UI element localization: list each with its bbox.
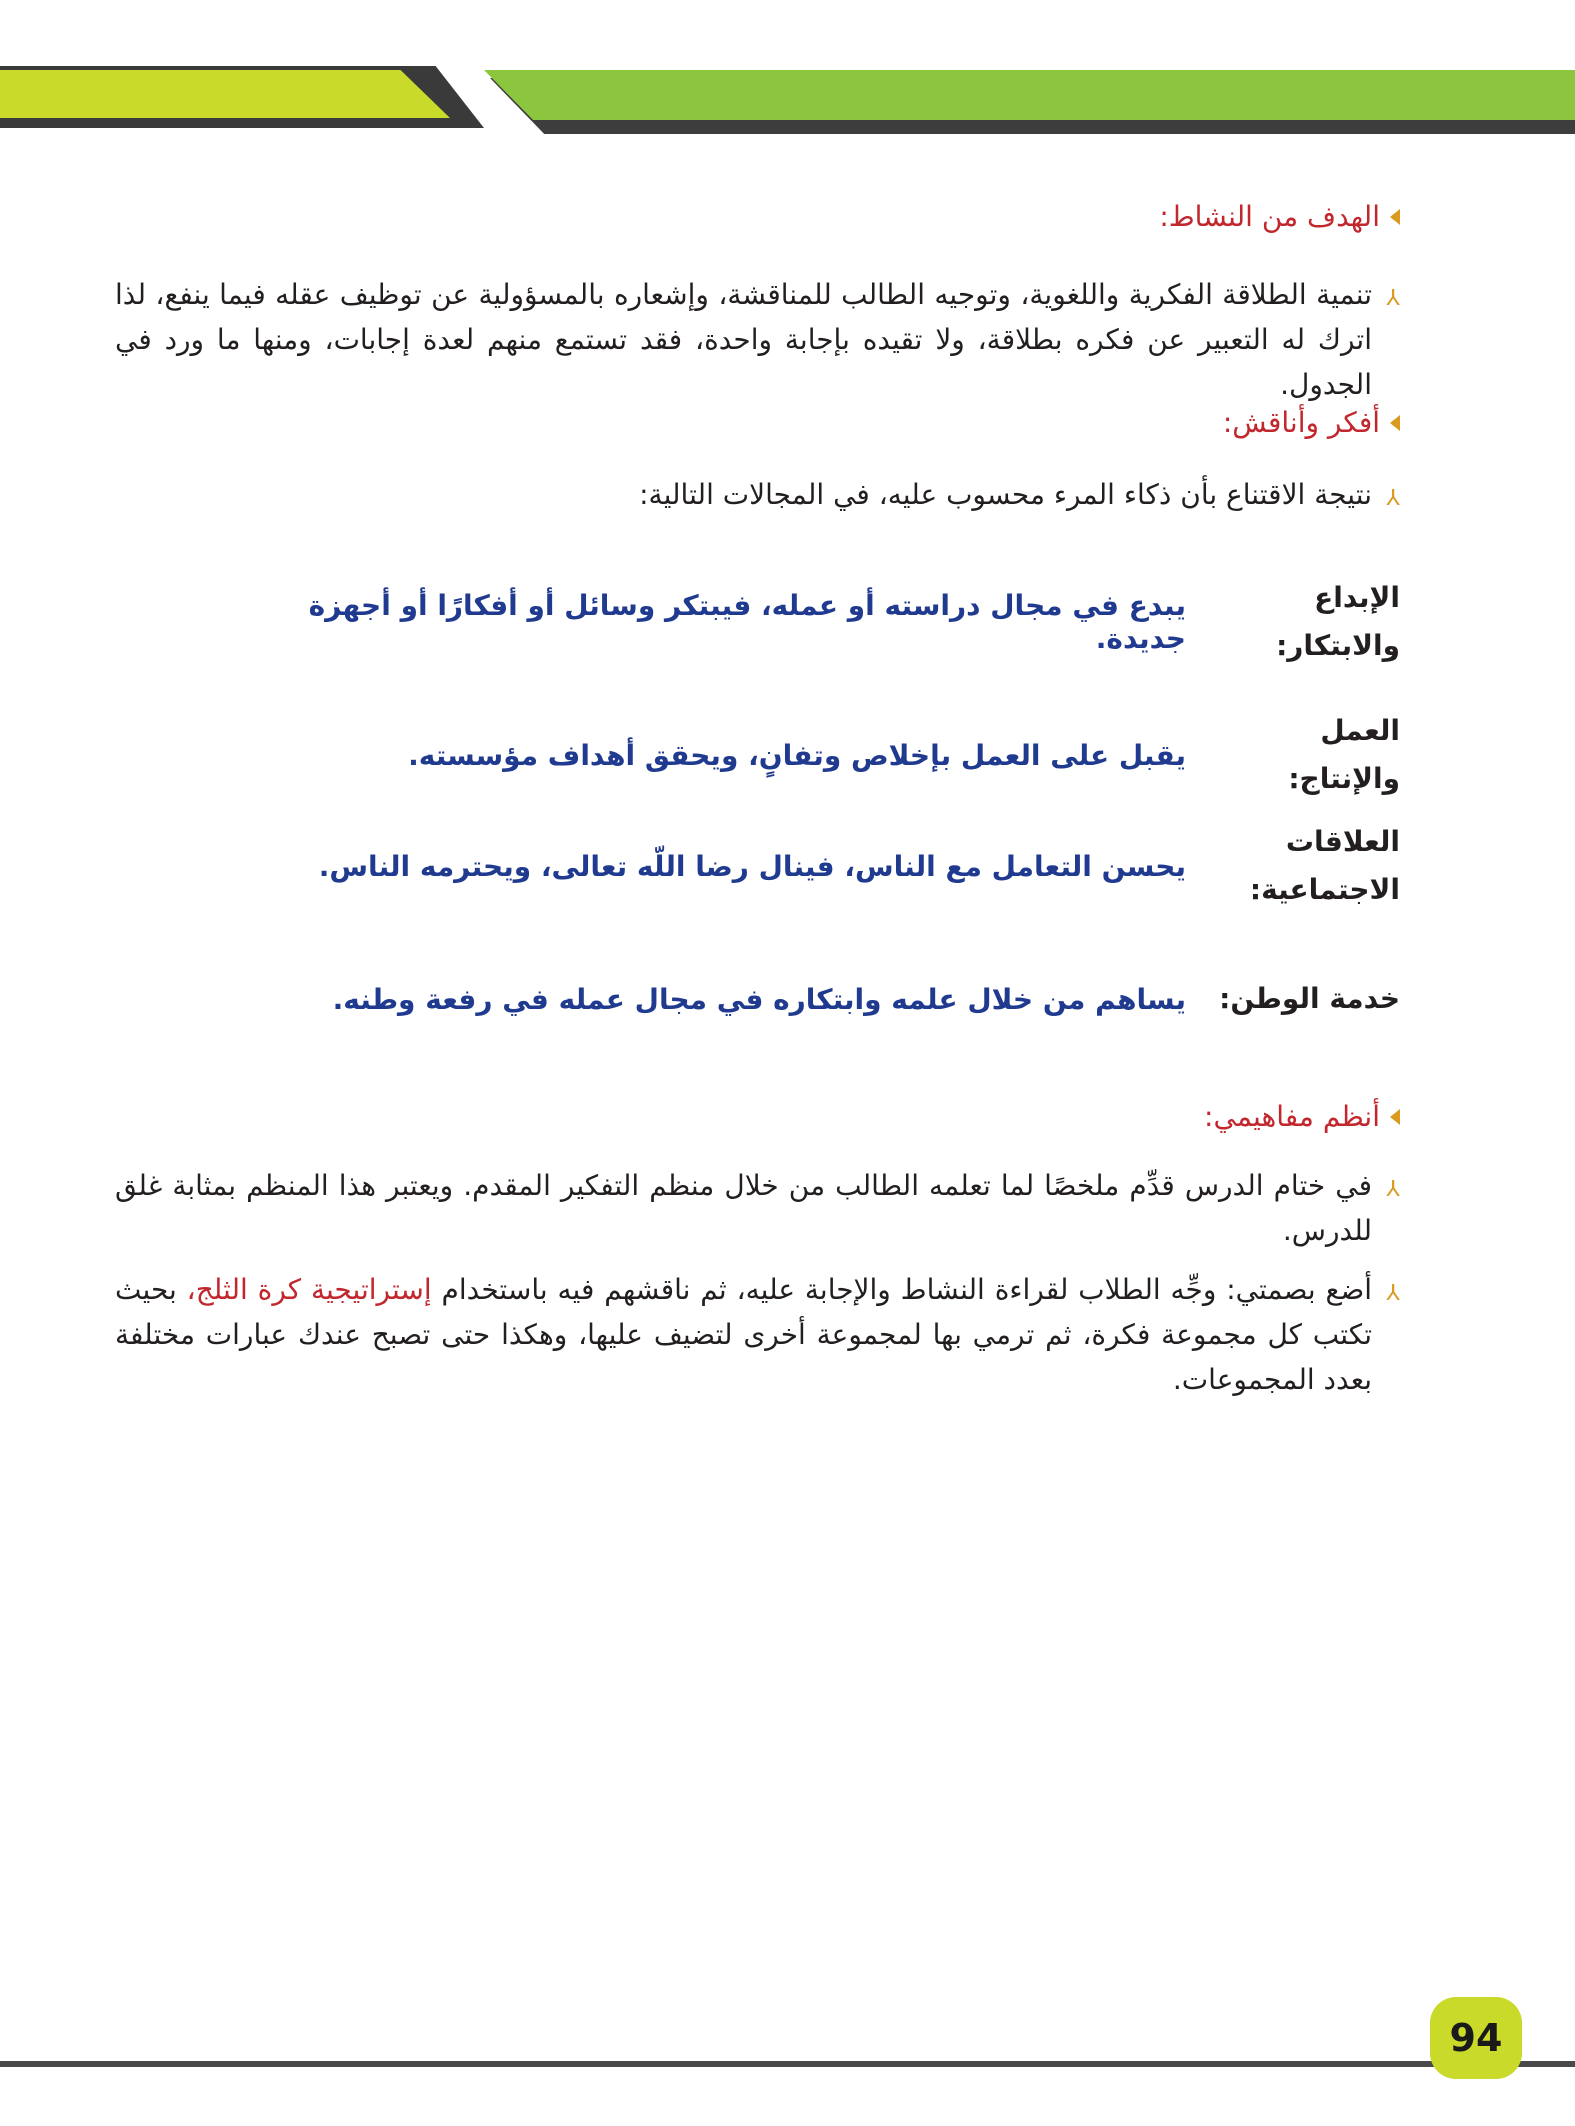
bullet-arrow-icon: ⅄ (1386, 1281, 1400, 1306)
row-answer: يساهم من خلال علمه وابتكاره في مجال عمله في رفعة وطنه. (332, 982, 1186, 1016)
footer-line (0, 2061, 1575, 2067)
bullet-arrow-icon: ⅄ (1386, 1177, 1400, 1202)
section-organize-body (115, 1163, 1400, 1402)
organize-paragraph-2: ⅄ أضع بصمتي: وجِّه الطلاب لقراءة النشاط والإجابة عليه، ثم ناقشهم فيه باستخدام إستراتيجية كرة الثلج، بحيث تكتب كل مجموعة فكرة، ثم ترمي بها لمجموعة أخرى لتضيف عليها، وهكذا حتى تصبح عندك عبارات مختلفة بعدد المجموعات. (115, 1273, 1400, 1396)
section-think (115, 406, 1400, 439)
row-answer: يقبل على العمل بإخلاص وتفانٍ، ويحقق أهداف مؤسسته. (408, 738, 1186, 772)
section-organize (115, 1100, 1400, 1133)
table-row (280, 574, 1400, 670)
row-label: خدمة الوطن: (1219, 982, 1400, 1015)
row-label: الإبداع والابتكار: (1276, 581, 1400, 662)
header-bar-green (484, 70, 1575, 120)
section-goal-body (115, 272, 1400, 407)
bullet-arrow-icon: ⅄ (1386, 486, 1400, 511)
triangle-marker-icon (1390, 1109, 1400, 1125)
strategy-highlight: إستراتيجية كرة الثلج، (186, 1273, 432, 1306)
organize-paragraph-1: ⅄ في ختام الدرس قدِّم ملخصًا لما تعلمه الطالب من خلال منظم التفكير المقدم. ويعتبر هذا المنظم بمثابة غلق للدرس. (115, 1169, 1400, 1247)
header-bar-lime (0, 70, 450, 118)
section-goal (115, 200, 1400, 233)
section-organize-heading: أنظم مفاهيمي: (115, 1100, 1400, 1133)
row-answer: يبدع في مجال دراسته أو عمله، فيبتكر وسائل أو أفكارًا أو أجهزة جديدة. (308, 589, 1186, 655)
think-intro-paragraph: ⅄ نتيجة الاقتناع بأن ذكاء المرء محسوب عليه، في المجالات التالية: (115, 472, 1400, 517)
row-answer: يحسن التعامل مع الناس، فينال رضا اللّه تعالى، ويحترمه الناس. (318, 849, 1186, 883)
bullet-arrow-icon: ⅄ (1386, 286, 1400, 311)
goal-paragraph: ⅄ تنمية الطلاقة الفكرية واللغوية، وتوجيه الطالب للمناقشة، وإشعاره بالمسؤولية عن توظيف عقله فيما ينفع، لذا اترك له التعبير عن فكره بطلاقة، ولا تقيده بإجابة واحدة، فقد تستمع منهم لعدة إجابات، ومنها ما ورد في الجدول. (115, 278, 1400, 401)
section-goal-heading: الهدف من النشاط: (115, 200, 1400, 233)
table-row (280, 818, 1400, 914)
section-think-intro (115, 472, 1400, 517)
row-label: العمل والإنتاج: (1288, 714, 1400, 795)
triangle-marker-icon (1390, 209, 1400, 225)
triangle-marker-icon (1390, 415, 1400, 431)
table-row (280, 707, 1400, 803)
page-number-badge: 94 (1430, 1997, 1522, 2079)
section-think-heading: أفكر وأناقش: (115, 406, 1400, 439)
table-row (280, 975, 1400, 1023)
row-label: العلاقات الاجتماعية: (1249, 825, 1400, 906)
